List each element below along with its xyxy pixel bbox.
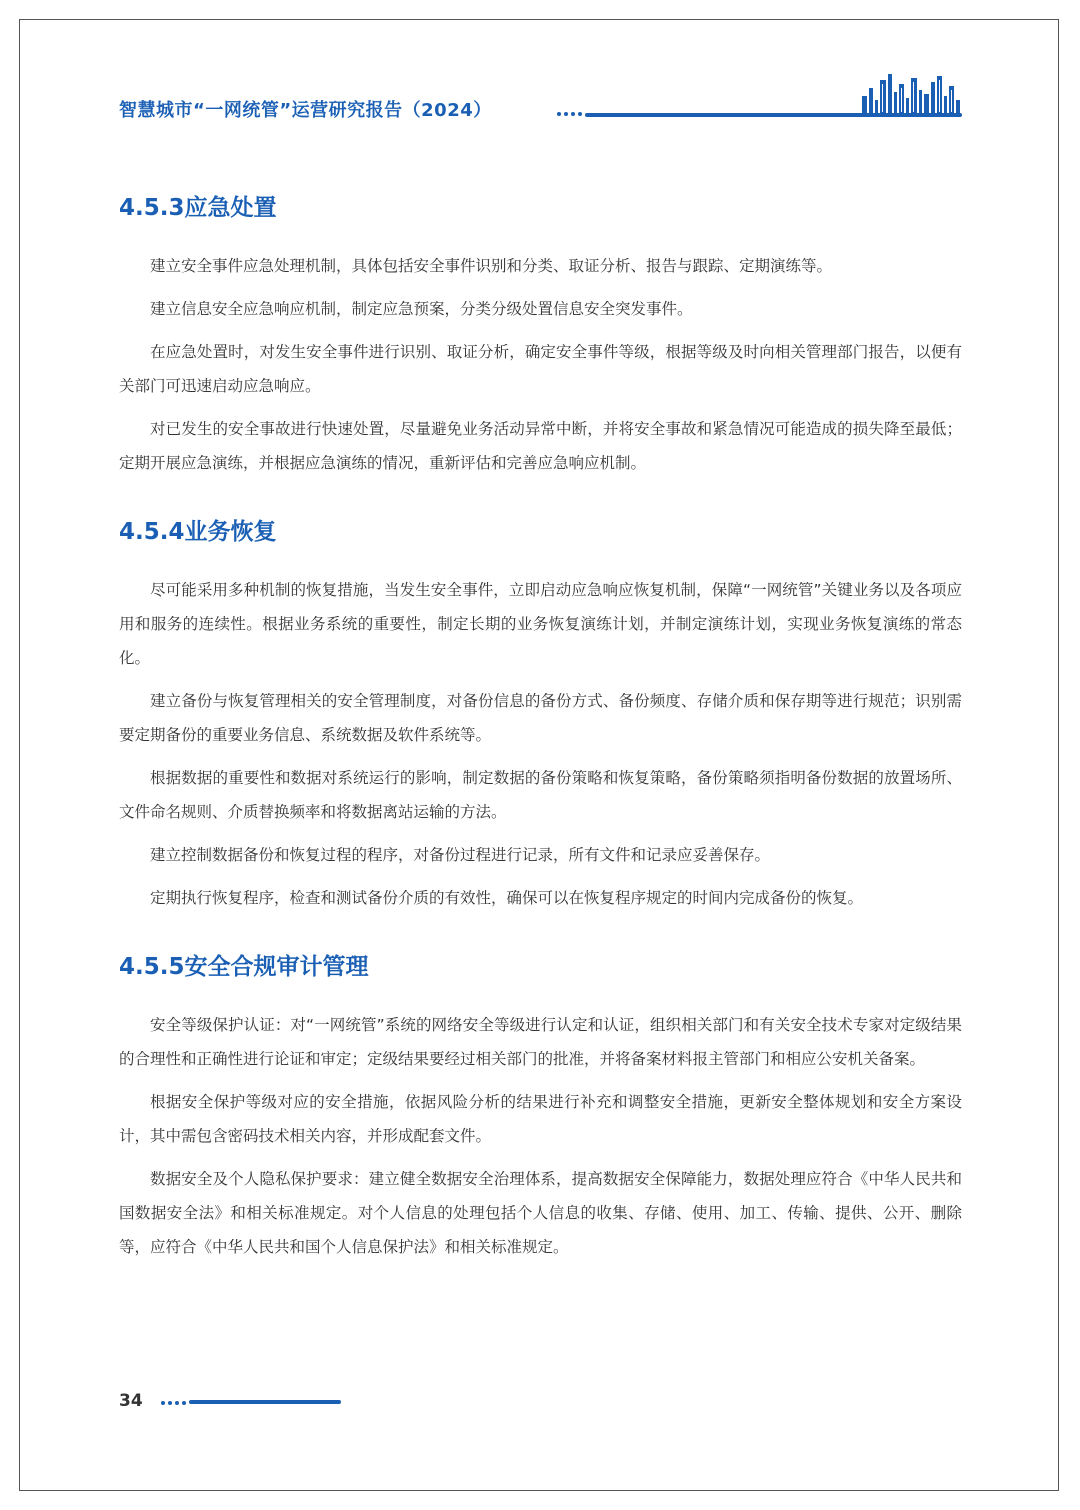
footer-dot: [168, 1401, 172, 1405]
paragraph: 建立安全事件应急处理机制，具体包括安全事件识别和分类、取证分析、报告与跟踪、定期演练等。: [150, 257, 833, 275]
page-number: 34: [119, 1391, 143, 1411]
section-business-recovery: [119, 514, 962, 915]
footer-dots: [161, 1401, 186, 1405]
footer-dot: [161, 1401, 165, 1405]
section-title: 4.5.5安全合规审计管理: [119, 954, 369, 980]
paragraph: 建立备份与恢复管理相关的安全管理制度，对备份信息的备份方式、备份频度、存储介质和保存期等进行规范；识别需要定期备份的重要业务信息、系统数据及软件系统等。: [119, 692, 962, 744]
header-dots: [557, 112, 582, 116]
footer-rule: [189, 1400, 341, 1404]
paragraph: 数据安全及个人隐私保护要求：建立健全数据安全治理体系，提高数据安全保障能力，数据处理应符合《中华人民共和国数据安全法》和相关标准规定。对个人信息的处理包括个人信息的收集、存储、使用、加工、传输、提供、公开、删除等，应符合《中华人民共和国个人信息保护法》和相关标准规定。: [119, 1170, 962, 1256]
header-dot: [578, 112, 582, 116]
footer-dot: [175, 1401, 179, 1405]
paragraph: 在应急处置时，对发生安全事件进行识别、取证分析，确定安全事件等级，根据等级及时向相关管理部门报告，以便有关部门可迅速启动应急响应。: [119, 343, 962, 395]
header-title: 智慧城市“一网统管”运营研究报告（2024）: [119, 100, 492, 121]
paragraph: 定期执行恢复程序，检查和测试备份介质的有效性，确保可以在恢复程序规定的时间内完成备份的恢复。: [150, 889, 864, 907]
header-dot: [564, 112, 568, 116]
city-skyline-icon: [860, 70, 962, 116]
section-compliance-audit: [119, 949, 962, 1264]
header-dot: [571, 112, 575, 116]
paragraph: 尽可能采用多种机制的恢复措施，当发生安全事件，立即启动应急响应恢复机制，保障“一网统管”关键业务以及各项应用和服务的连续性。根据业务系统的重要性，制定长期的业务恢复演练计划，并制定演练计划，实现业务恢复演练的常态化。: [119, 581, 962, 667]
header-dot: [557, 112, 561, 116]
main-content: [119, 190, 962, 1273]
paragraph: 建立控制数据备份和恢复过程的程序，对备份过程进行记录，所有文件和记录应妥善保存。: [150, 846, 771, 864]
paragraph: 根据安全保护等级对应的安全措施，依据风险分析的结果进行补充和调整安全措施，更新安全整体规划和安全方案设计，其中需包含密码技术相关内容，并形成配套文件。: [119, 1093, 962, 1145]
section-emergency-response: [119, 190, 962, 480]
paragraph: 根据数据的重要性和数据对系统运行的影响，制定数据的备份策略和恢复策略，备份策略须指明备份数据的放置场所、文件命名规则、介质替换频率和将数据离站运输的方法。: [119, 769, 962, 821]
paragraph: 建立信息安全应急响应机制，制定应急预案，分类分级处置信息安全突发事件。: [150, 300, 693, 318]
footer-dot: [182, 1401, 186, 1405]
paragraph: 安全等级保护认证：对“一网统管”系统的网络安全等级进行认定和认证，组织相关部门和有关安全技术专家对定级结果的合理性和正确性进行论证和审定；定级结果要经过相关部门的批准，并将备案材料报主管部门和相应公安机关备案。: [119, 1016, 962, 1068]
section-title: 4.5.3应急处置: [119, 195, 277, 221]
section-title: 4.5.4业务恢复: [119, 519, 277, 545]
paragraph: 对已发生的安全事故进行快速处置，尽量避免业务活动异常中断，并将安全事故和紧急情况可能造成的损失降至最低；定期开展应急演练，并根据应急演练的情况，重新评估和完善应急响应机制。: [119, 420, 962, 472]
